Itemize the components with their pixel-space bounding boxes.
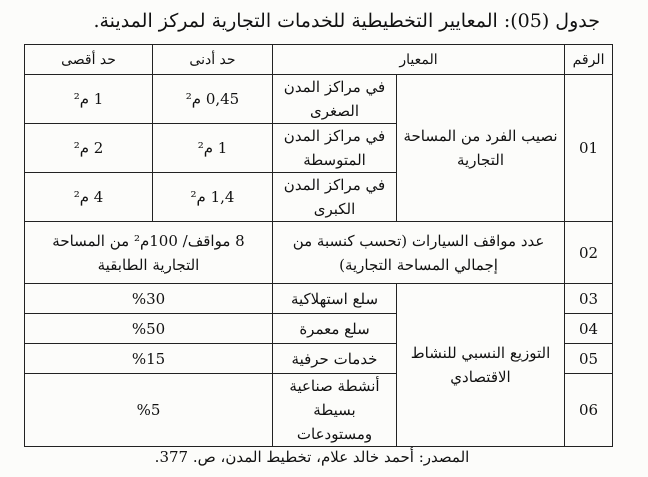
distribution-value-light-industry: %5	[25, 374, 273, 447]
criterion-distribution: التوزيع النسبي للنشاط الاقتصادي	[397, 284, 565, 447]
sub-criterion-medium-cities: في مراكز المدن المتوسطة	[273, 124, 397, 173]
table-caption: جدول (05): المعايير التخطيطية للخدمات التجارية لمركز المدينة.	[93, 10, 600, 32]
max-medium-cities: 2 م²	[25, 124, 153, 173]
max-large-cities: 4 م²	[25, 173, 153, 222]
row-number-02: 02	[565, 222, 613, 284]
min-large-cities: 1,4 م²	[153, 173, 273, 222]
header-criterion: المعيار	[273, 45, 565, 75]
distribution-value-craft-services: %15	[25, 344, 273, 374]
min-medium-cities: 1 م²	[153, 124, 273, 173]
table-header-row	[25, 45, 613, 75]
source-note: المصدر: أحمد خالد علام، تخطيط المدن، ص. 377.	[154, 448, 470, 466]
min-small-cities: 0,45 م²	[153, 75, 273, 124]
distribution-value-durable-goods: %50	[25, 314, 273, 344]
distribution-label-durable-goods: سلع معمرة	[273, 314, 397, 344]
parking-value: 8 مواقف/ 100م² من المساحة التجارية الطابقية	[25, 222, 273, 284]
header-number: الرقم	[565, 45, 613, 75]
distribution-label-craft-services: خدمات حرفية	[273, 344, 397, 374]
table-row	[25, 75, 613, 124]
criterion-parking: عدد مواقف السيارات (تحسب كنسبة من إجمالي المساحة التجارية)	[273, 222, 565, 284]
sub-criterion-small-cities: في مراكز المدن الصغرى	[273, 75, 397, 124]
table-row	[25, 222, 613, 284]
header-max: حد أقصى	[25, 45, 153, 75]
distribution-label-consumer-goods: سلع استهلاكية	[273, 284, 397, 314]
criterion-per-capita: نصيب الفرد من المساحة التجارية	[397, 75, 565, 222]
row-number-03: 03	[565, 284, 613, 314]
row-number-01: 01	[565, 75, 613, 222]
distribution-value-consumer-goods: %30	[25, 284, 273, 314]
row-number-06: 06	[565, 374, 613, 447]
max-small-cities: 1 م²	[25, 75, 153, 124]
header-min: حد أدنى	[153, 45, 273, 75]
criteria-table	[24, 44, 613, 447]
sub-criterion-large-cities: في مراكز المدن الكبرى	[273, 173, 397, 222]
distribution-label-light-industry: أنشطة صناعية بسيطة ومستودعات	[273, 374, 397, 447]
row-number-04: 04	[565, 314, 613, 344]
row-number-05: 05	[565, 344, 613, 374]
table-row	[25, 284, 613, 314]
